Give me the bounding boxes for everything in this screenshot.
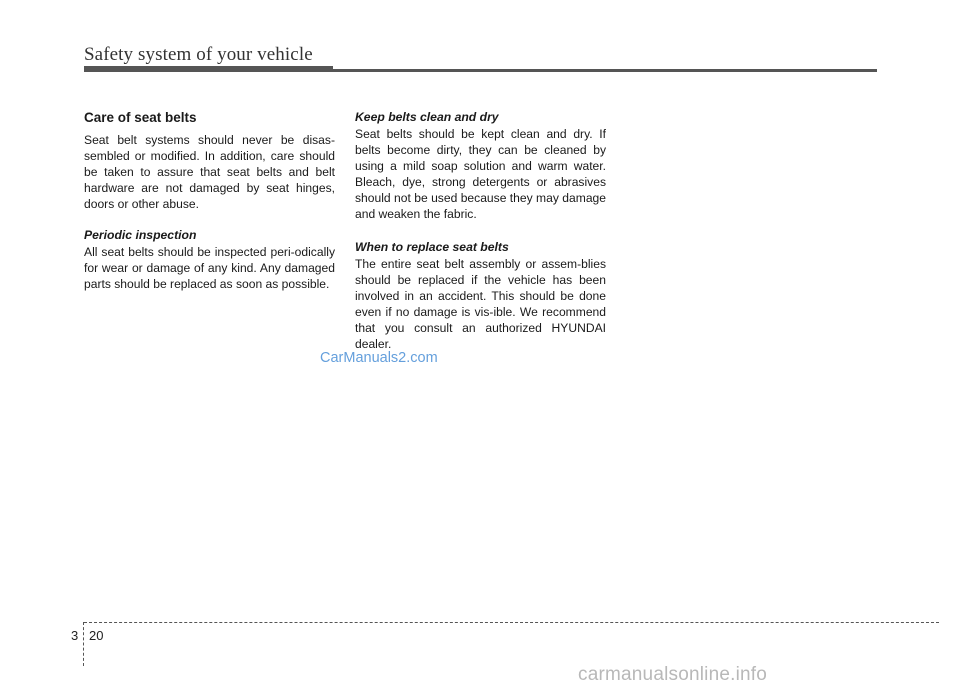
section-number: 3	[71, 628, 79, 643]
footer-dashed-rule	[84, 622, 939, 623]
keep-clean-heading: Keep belts clean and dry	[355, 110, 499, 124]
page-header-title: Safety system of your vehicle	[84, 44, 313, 65]
replace-belts-heading: When to replace seat belts	[355, 240, 509, 254]
care-heading: Care of seat belts	[84, 110, 197, 125]
header-rule-thin	[333, 69, 877, 72]
site-watermark: carmanualsonline.info	[578, 664, 768, 685]
replace-belts-paragraph: The entire seat belt assembly or assem-blies should be replaced if the vehicle has been involved in an accident. This should be done even if no damage is vis-ible. We recommend that you consult an authorized HYUNDAI dealer.	[355, 257, 606, 351]
carmanuals-watermark: CarManuals2.com	[320, 350, 438, 366]
page-number: 20	[89, 628, 104, 643]
periodic-inspection-heading: Periodic inspection	[84, 228, 197, 242]
footer-vertical-dashed-rule	[83, 622, 84, 666]
periodic-inspection-paragraph: All seat belts should be inspected peri-odically for wear or damage of any kind. Any damaged parts should be replaced as soon as possible.	[84, 245, 335, 291]
right-column	[355, 110, 606, 370]
header-rule-thick	[84, 66, 333, 72]
care-intro-paragraph: Seat belt systems should never be disas-sembled or modified. In addition, care should be taken to assure that seat belts and belt hardware are not damaged by seat hinges, doors or other abuse.	[84, 133, 335, 211]
keep-clean-paragraph: Seat belts should be kept clean and dry. If belts become dirty, they can be cleaned by using a mild soap solution and warm water. Bleach, dye, strong detergents or abrasives should not be used because they may damage and weaken the fabric.	[355, 127, 606, 221]
left-column	[84, 110, 335, 308]
